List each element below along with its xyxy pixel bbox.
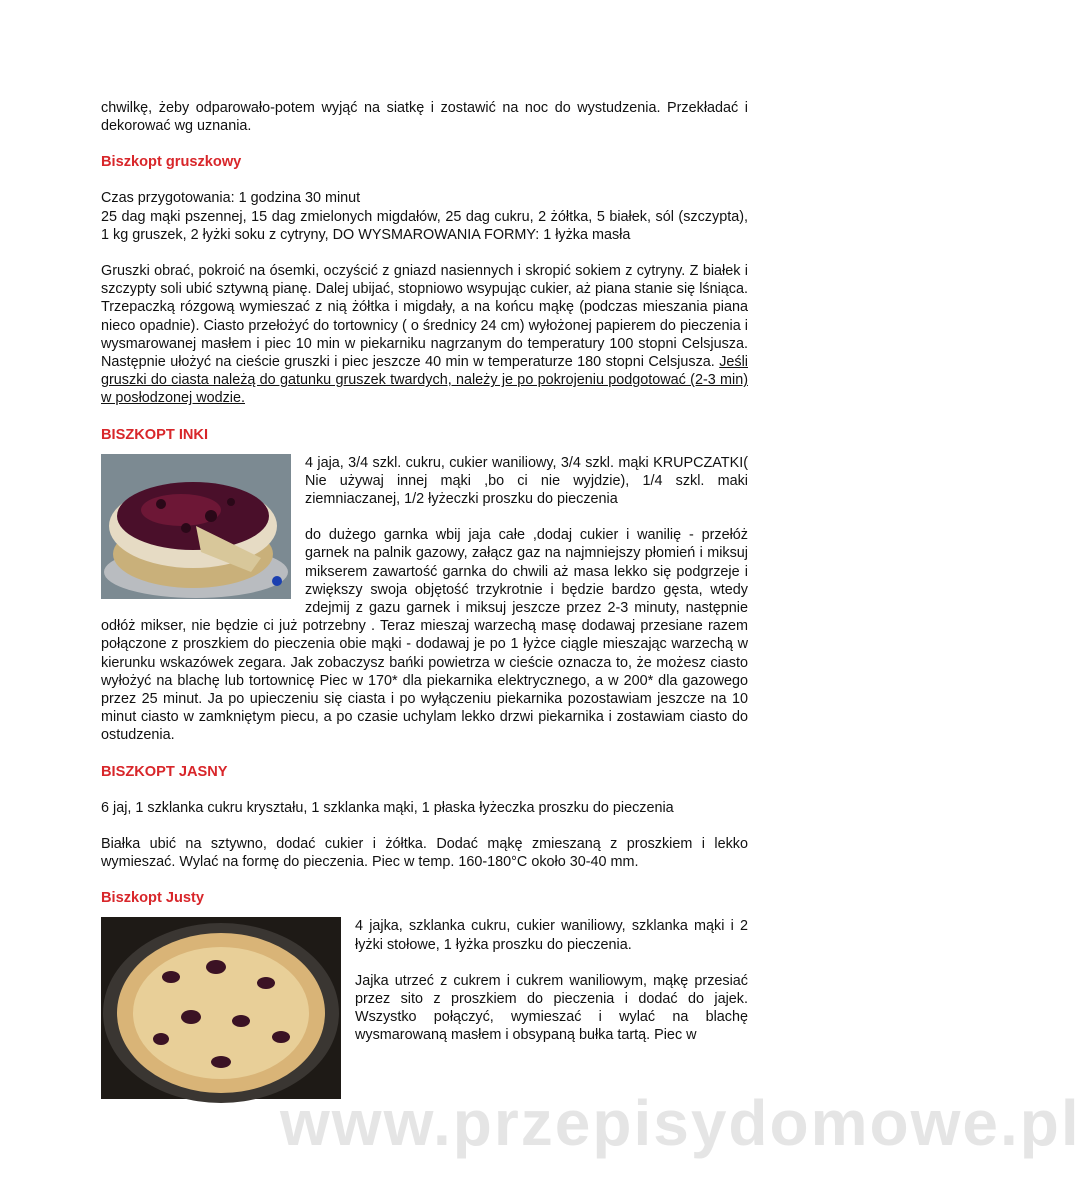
watermark: www.przepisydomowe.pl: [280, 1087, 1081, 1159]
method-jasny: Białka ubić na sztywno, dodać cukier i żółtka. Dodać mąkę zmieszaną z proszkiem i lekko wymieszać. Wylać na formę do pieczenia. Piec w temp. 160-180°C około 30-40 mm.: [101, 835, 748, 871]
note-gruszkowy: Jeśli gruszki do ciasta należą do gatunku gruszek twardych, należy je po pokrojeniu podgotować (2-3 min) w posłodzonej wodzie.: [101, 354, 748, 407]
intro-paragraph: chwilkę, żeby odparowało-potem wyjąć na siatkę i zostawić na noc do wystudzenia. Przekładać i dekorować wg uznania.: [101, 100, 748, 135]
cake-photo-inki: [101, 454, 291, 599]
method-gruszkowy-text: Gruszki obrać, pokroić na ósemki, oczyścić z gniazd nasiennych i skropić sokiem z cytryny. Z białek i szczypty soli ubić sztywną pianę. Dalej ubijać, stopniowo wsypując cukier, aż piana stanie się lśniąca. Trzepaczką rózgową wymieszać z nią żółtka i migdały, a na końcu mąkę (podczas mieszania piana nieco opadnie). Ciasto przełożyć do tortownicy ( o średnicy 24 cm) wyłożonej papierem do pieczenia i wysmarowanej masłem i piec 10 min w piekarniku nagrzanym do temperatury 100 stopni Celsjusza. Następnie ułożyć na cieście gruszki i piec jeszcze 40 min w temperaturze 180 stopni Celsjusza.: [101, 263, 748, 371]
ingredients-inki: 4 jaja, 3/4 szkl. cukru, cukier waniliowy, 3/4 szkl. mąki KRUPCZATKI( Nie używaj innej mąki ,bo ci nie wyjdzie), 1/4 szkl. maki ziemniaczanej, 1/2 łyżeczki proszku do pieczenia: [305, 454, 748, 508]
ingredients-justy: 4 jajka, szklanka cukru, cukier waniliowy, szklanka mąki i 2 łyżki stołowe, 1 łyżka proszku do pieczenia.: [355, 918, 748, 953]
method-justy: Jajka utrzeć z cukrem i cukrem waniliowym, mąkę przesiać przez sito z proszkiem do pieczenia i dodać do jajek. Wszystko połączyć, wymieszać i wylać na blachę wysmarowaną masłem i obsypaną bułka tartą. Piec w: [355, 972, 748, 1044]
ingredients-gruszkowy: 25 dag mąki pszennej, 15 dag zmielonych migdałów, 25 dag cukru, 2 żółtka, 5 białek, sól (szczypta), 1 kg gruszek, 2 łyżki soku z cytryny, DO WYSMAROWANIA FORMY: 1 łyżka masła: [101, 208, 748, 243]
recipe-inki-body: [101, 454, 748, 745]
method-inki: do dużego garnka wbij jaja całe ,dodaj cukier i wanilię - przełóż garnek na palnik gazowy, załącz gaz na najmniejszy płomień i miksuj mikserem zawartość garnka do chwili aż masa lekko się podgrzeje i zwiększy swoja objętość trzykrotnie i będzie bardzo gęsta, wtedy zdejmij z gazu garnek i miksuj jeszcze przez 2-3 minuty, następnie odłóż mikser, nie będzie ci już potrzebny . Teraz mieszaj warzechą masę dodawaj przesiane razem połączone z proszkiem do pieczenia obie mąki - dodawaj je po 1 łyżce ciągle mieszając warzechą w kierunku wskazówek zegara. Jak zobaczysz bańki powietrza w cieście oznacza to, że możesz ciasto wyłożyć na blachę lub tortownicę Piec w 170* dla piekarnika elektrycznego, a w 200* dla gazowego przez 25 minut. Ja po upieczeniu się ciasta i po wyłączeniu piekarnika pozostawiam jeszcze na 10 minut ciasto w zamkniętym piecu, a po czasie uchylam lekko drzwi piekarnika i zostawiam ciasto do ostudzenia.: [101, 527, 748, 744]
recipe-title-gruszkowy: Biszkopt gruszkowy: [101, 154, 242, 171]
recipe-justy-body: [101, 917, 748, 1044]
recipe-title-inki: BISZKOPT INKI: [101, 426, 209, 443]
method-gruszkowy: [101, 262, 748, 408]
prep-time: Czas przygotowania: 1 godzina 30 minut: [101, 190, 361, 207]
document-page: [101, 99, 748, 1103]
recipe-title-justy: Biszkopt Justy: [101, 890, 204, 907]
ingredients-jasny: 6 jaj, 1 szklanka cukru kryształu, 1 szklanka mąki, 1 płaska łyżeczka proszku do pieczenia: [101, 799, 674, 816]
recipe-title-jasny: BISZKOPT JASNY: [101, 763, 228, 780]
cake-photo-justy: [101, 917, 341, 1099]
